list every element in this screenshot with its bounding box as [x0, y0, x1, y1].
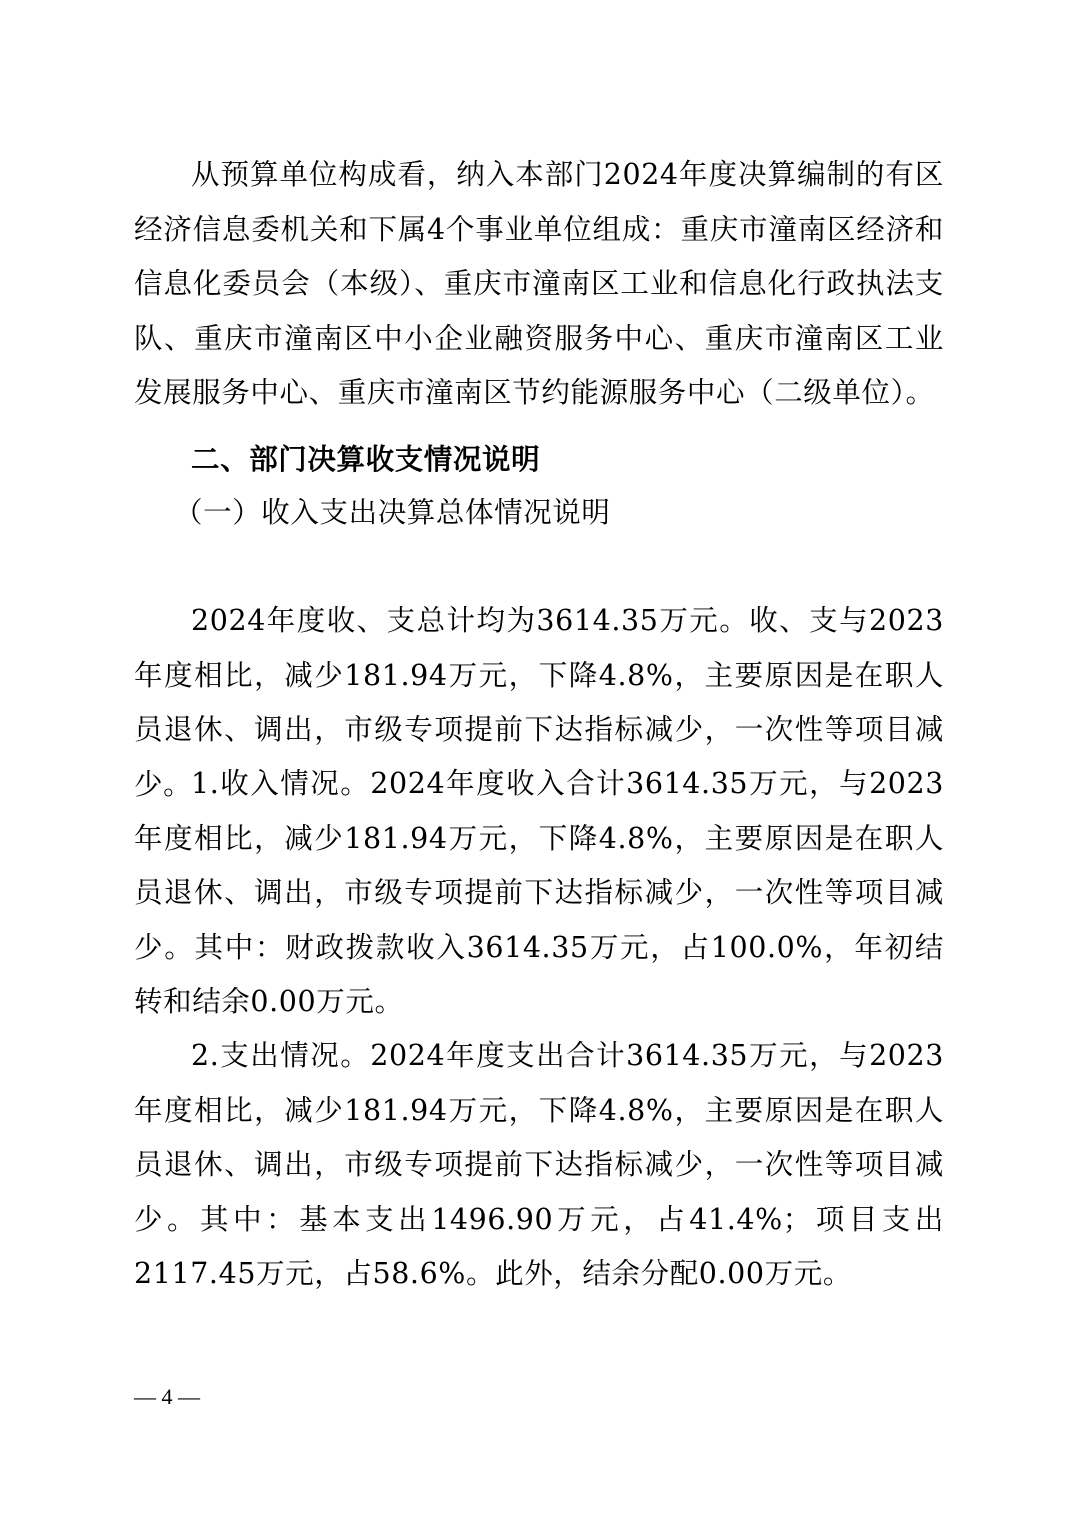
paragraph-expenditure: 2.支出情况。2024年度支出合计3614.35万元，与2023年度相比，减少181.94万元，下降4.8%，主要原因是在职人员退休、调出，市级专项提前下达指标减少，一次性等项目减少。其中：基本支出1496.90万元，占41.4%；项目支出2117.45万元，占58.6%。此外，结余分配0.00万元。: [134, 1039, 944, 1291]
subsection-heading: （一）收入支出决算总体情况说明: [174, 496, 611, 529]
paragraph-budget-units: 从预算单位构成看，纳入本部门2024年度决算编制的有区经济信息委机关和下属4个事业单位组成：重庆市潼南区经济和信息化委员会（本级）、重庆市潼南区工业和信息化行政执法支队、重庆市潼南区中小企业融资服务中心、重庆市潼南区工业发展服务中心、重庆市潼南区节约能源服务中心（二级单位）。: [134, 158, 944, 410]
paragraph-income: 1.收入情况。2024年度收入合计3614.35万元，与2023年度相比，减少181.94万元，下降4.8%，主要原因是在职人员退休、调出，市级专项提前下达指标减少，一次性等项目减少。其中：财政拨款收入3614.35万元，占100.0%，年初结转和结余0.00万元。: [134, 767, 944, 1019]
page-number: — 4 —: [134, 1384, 200, 1409]
paragraph-overall: 2024年度收、支总计均为3614.35万元。收、支与2023年度相比，减少181.94万元，下降4.8%，主要原因是在职人员退休、调出，市级专项提前下达指标减少，一次性等项目减少。: [134, 604, 944, 801]
section-heading: 二、部门决算收支情况说明: [191, 443, 541, 476]
